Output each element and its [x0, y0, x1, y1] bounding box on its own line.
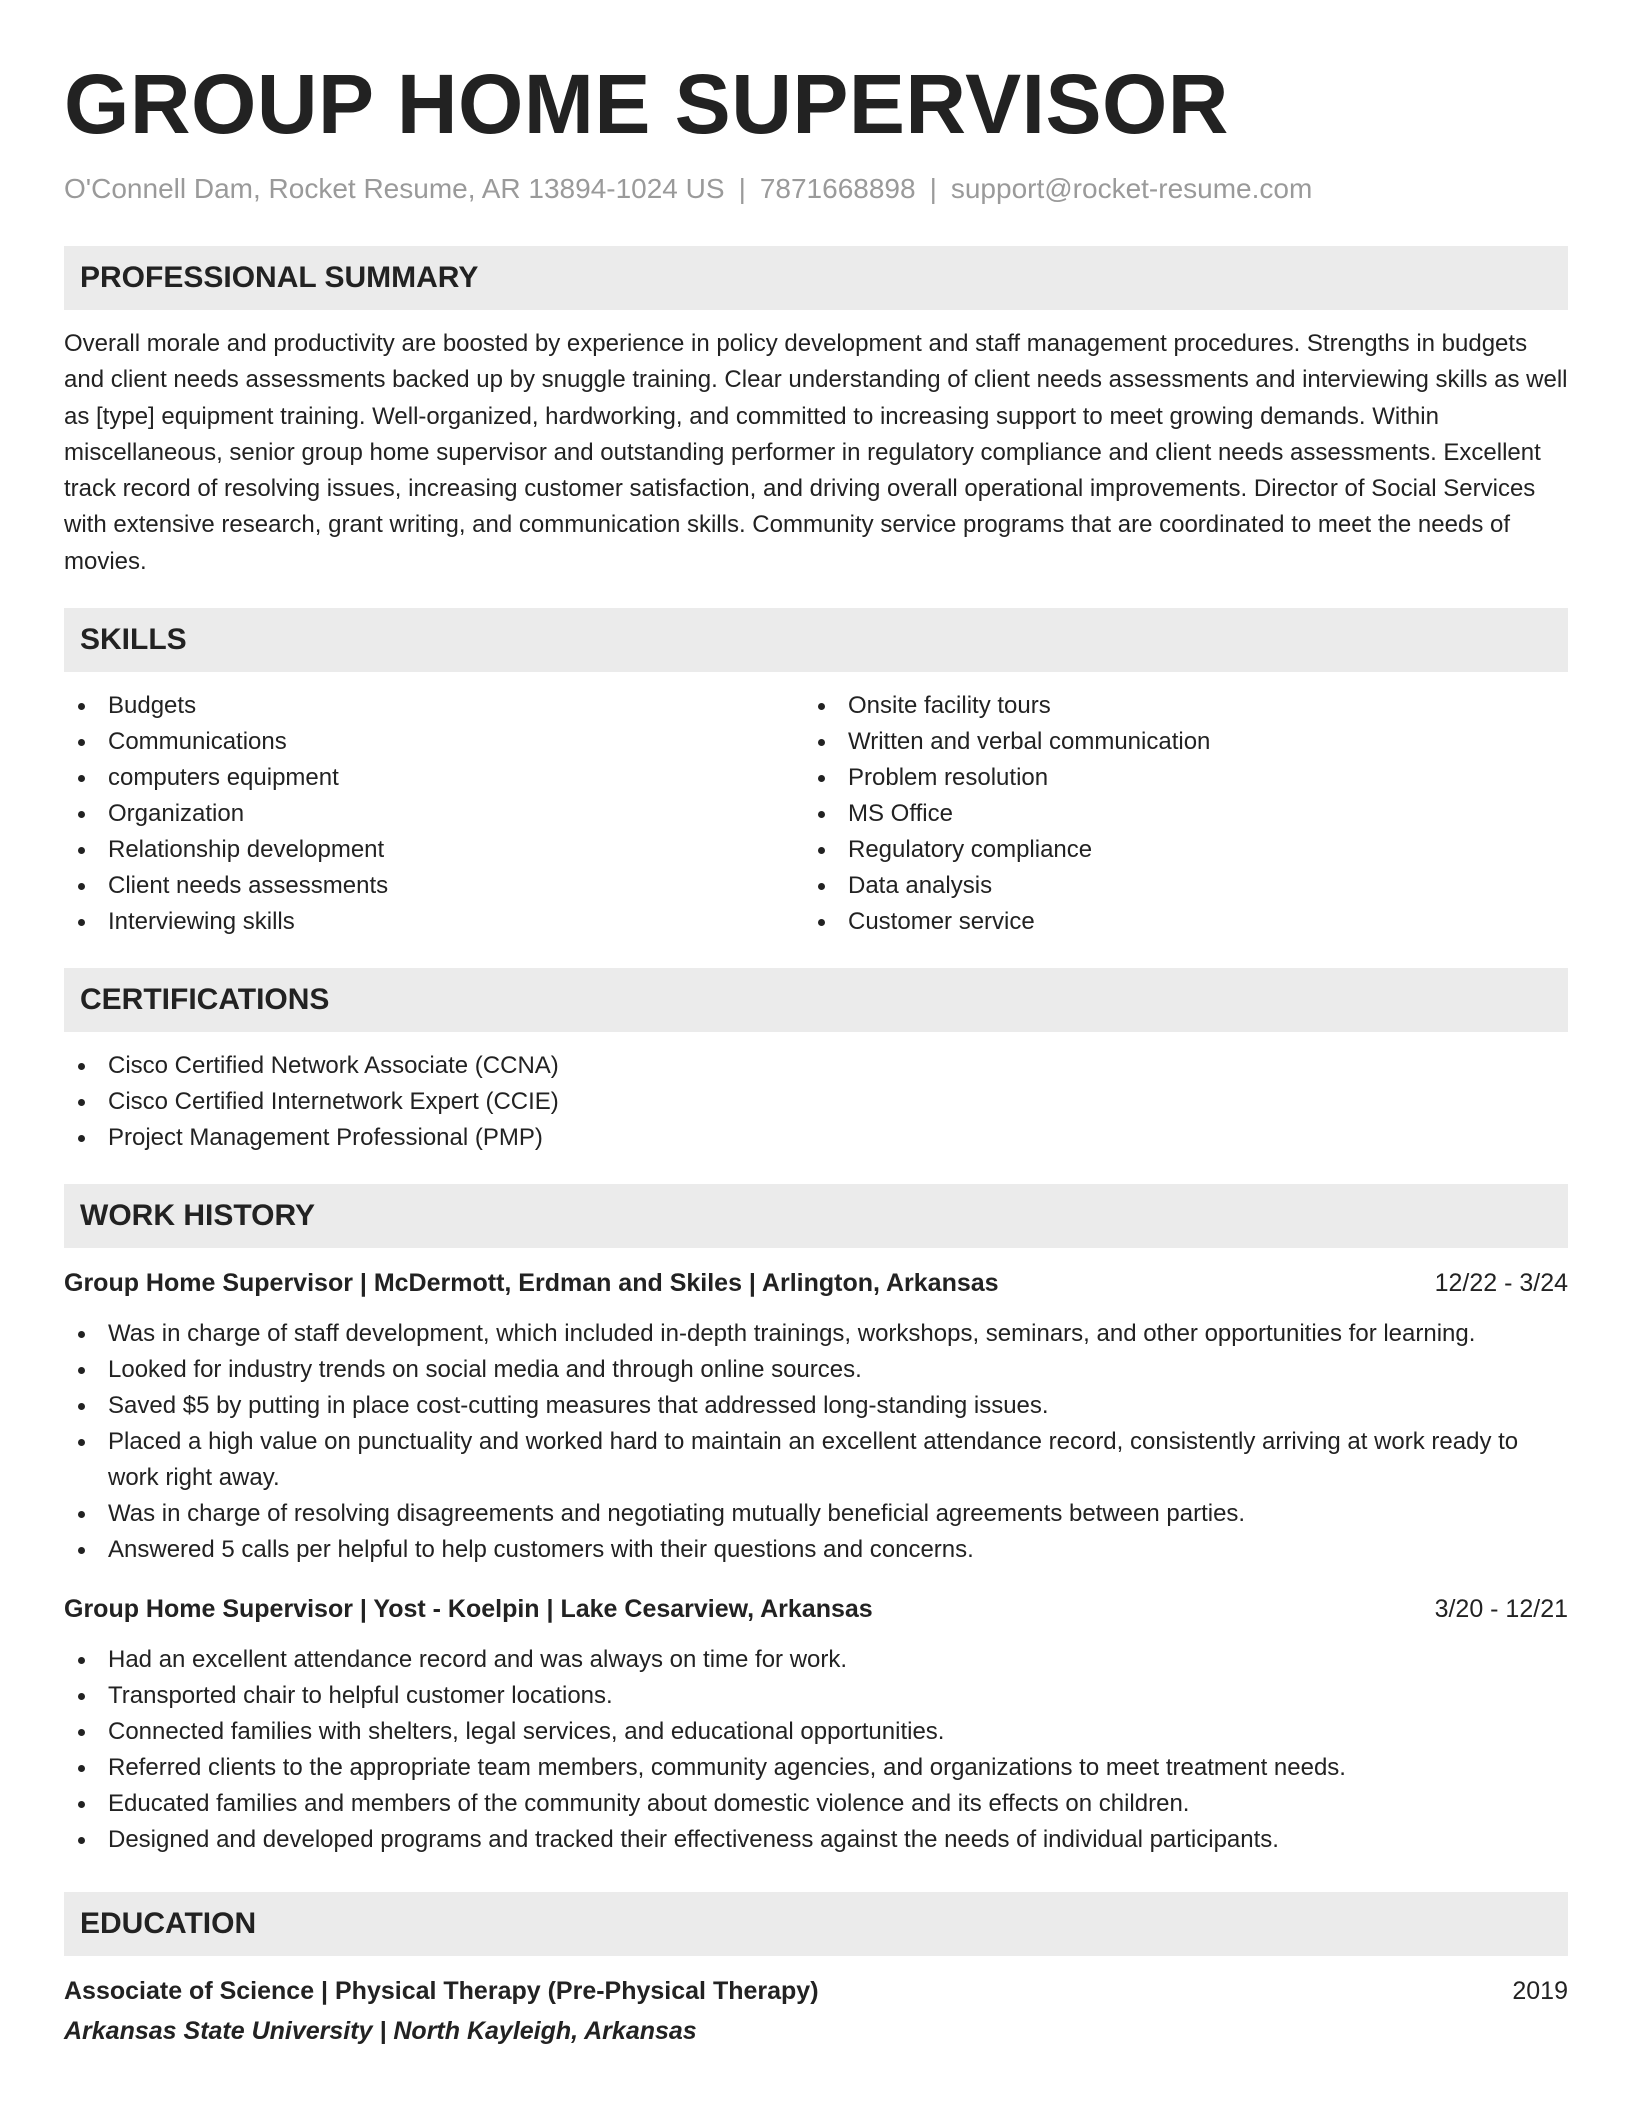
education-school: Arkansas State University | North Kayleigh, Arkansas — [64, 2017, 697, 2046]
education-heading: EDUCATION — [64, 1892, 1568, 1956]
skills-heading: SKILLS — [64, 608, 1568, 672]
education-degree: Associate of Science | Physical Therapy (Pre-Physical Therapy) — [64, 1977, 819, 2006]
education-year: 2019 — [1512, 1977, 1568, 2006]
job-bullets — [64, 1642, 1568, 1858]
contact-phone: 7871668898 — [759, 173, 916, 204]
skill-item: Budgets — [64, 688, 804, 724]
job-bullet: Transported chair to helpful customer locations. — [64, 1678, 1568, 1714]
job-entry — [64, 1266, 1568, 1568]
skill-item: Customer service — [804, 904, 1544, 940]
job-bullet: Saved $5 by putting in place cost-cutting measures that addressed long-standing issues. — [64, 1388, 1568, 1424]
skill-item: Interviewing skills — [64, 904, 804, 940]
skill-item: Written and verbal communication — [804, 724, 1544, 760]
summary-heading: PROFESSIONAL SUMMARY — [64, 246, 1568, 310]
work-history-heading: WORK HISTORY — [64, 1184, 1568, 1248]
skills-right-column — [804, 688, 1544, 940]
skill-item: Client needs assessments — [64, 868, 804, 904]
skill-item: Organization — [64, 796, 804, 832]
resume-title: GROUP HOME SUPERVISOR — [64, 57, 1229, 151]
certification-item: Cisco Certified Network Associate (CCNA) — [64, 1048, 1568, 1084]
contact-separator: | — [738, 173, 746, 204]
job-bullet: Had an excellent attendance record and was always on time for work. — [64, 1642, 1568, 1678]
skill-item: computers equipment — [64, 760, 804, 796]
certification-item: Cisco Certified Internetwork Expert (CCIE) — [64, 1084, 1568, 1120]
job-dates: 3/20 - 12/21 — [1434, 1595, 1568, 1624]
job-title: Group Home Supervisor | Yost - Koelpin | Lake Cesarview, Arkansas — [64, 1595, 873, 1624]
education-header — [64, 1974, 1568, 2008]
job-entry — [64, 1592, 1568, 1858]
job-bullet: Educated families and members of the community about domestic violence and its effects on children. — [64, 1786, 1568, 1822]
contact-line — [64, 172, 1568, 206]
job-bullet: Looked for industry trends on social media and through online sources. — [64, 1352, 1568, 1388]
job-bullet: Referred clients to the appropriate team members, community agencies, and organizations to meet treatment needs. — [64, 1750, 1568, 1786]
skill-item: Onsite facility tours — [804, 688, 1544, 724]
job-bullet: Designed and developed programs and tracked their effectiveness against the needs of individual participants. — [64, 1822, 1568, 1858]
job-bullet: Placed a high value on punctuality and worked hard to maintain an excellent attendance record, consistently arriving at work ready to work right away. — [64, 1424, 1568, 1496]
summary-text: Overall morale and productivity are boosted by experience in policy development and staff management procedures. Strengths in budgets and client needs assessments backed up by snuggle training. Clear understanding of client needs assessments and interviewing skills as well as [type] equipment training. Well-organized, hardworking, and committed to increasing support to meet growing demands. Within miscellaneous, senior group home supervisor and outstanding performer in regulatory compliance and client needs assessments. Excellent track record of resolving issues, increasing customer satisfaction, and driving overall operational improvements. Director of Social Services with extensive research, grant writing, and communication skills. Community service programs that are coordinated to meet the needs of movies. — [64, 330, 1568, 575]
skill-item: MS Office — [804, 796, 1544, 832]
skill-item: Data analysis — [804, 868, 1544, 904]
job-header — [64, 1266, 1568, 1300]
job-dates: 12/22 - 3/24 — [1434, 1269, 1568, 1298]
job-bullet: Was in charge of staff development, which included in-depth trainings, workshops, seminars, and other opportunities for learning. — [64, 1316, 1568, 1352]
skill-item: Problem resolution — [804, 760, 1544, 796]
contact-email: support@rocket-resume.com — [950, 173, 1313, 204]
certification-item: Project Management Professional (PMP) — [64, 1120, 1568, 1156]
job-title: Group Home Supervisor | McDermott, Erdman and Skiles | Arlington, Arkansas — [64, 1269, 999, 1298]
job-bullet: Was in charge of resolving disagreements and negotiating mutually beneficial agreements between parties. — [64, 1496, 1568, 1532]
job-header — [64, 1592, 1568, 1626]
job-bullets — [64, 1316, 1568, 1568]
skill-item: Regulatory compliance — [804, 832, 1544, 868]
job-bullet: Connected families with shelters, legal services, and educational opportunities. — [64, 1714, 1568, 1750]
skills-grid — [64, 688, 1568, 940]
certifications-list — [64, 1048, 1568, 1156]
skills-left-column — [64, 688, 804, 940]
certifications-heading: CERTIFICATIONS — [64, 968, 1568, 1032]
skill-item: Communications — [64, 724, 804, 760]
skill-item: Relationship development — [64, 832, 804, 868]
job-bullet: Answered 5 calls per helpful to help customers with their questions and concerns. — [64, 1532, 1568, 1568]
education-entry — [64, 1974, 1568, 2048]
contact-address: O'Connell Dam, Rocket Resume, AR 13894-1024 US — [64, 173, 725, 204]
contact-separator: | — [929, 173, 937, 204]
